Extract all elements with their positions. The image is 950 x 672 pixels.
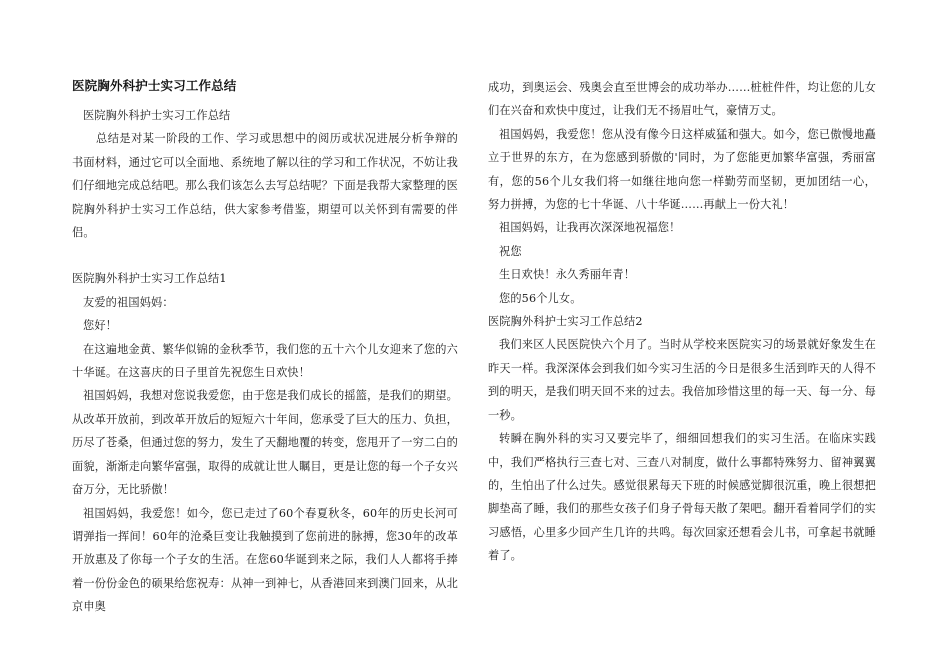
- paragraph: 祖国妈妈，让我再次深深地祝福您！: [499, 221, 681, 235]
- paragraph: 成功，到奥运会、残奥会直至世博会的成功举办……桩桩件件，均让您的儿女们在兴奋和欢快中度过，让我们无不扬眉吐气，豪情万丈。: [488, 81, 876, 118]
- paragraph: 祖国妈妈，我爱您！您从没有像今日这样威猛和强大。如今，您已傲慢地矗立于世界的东方，在为您感到骄傲的'同时，为了您能更加繁华富强，秀丽富有，您的56个儿女我们将一如继往地向您一样勤劳而坚韧，更加团结一心，努力拼搏，为您的七十华诞、八十华诞……再献上一份大礼！: [488, 127, 876, 212]
- right-column: [488, 76, 876, 568]
- paragraph: 我们来区人民医院快六个月了。当时从学校来医院实习的场景就好象发生在昨天一样。我深深体会到我们如今实习生活的今日是很多生活到昨天的人得不到的明天，是我们明天回不来的过去。我倍加珍惜这里的每一天、每一分、每一秒。: [488, 338, 876, 422]
- document-title: 医院胸外科护士实习工作总结: [72, 78, 237, 93]
- section-heading: 医院胸外科护士实习工作总结1: [72, 272, 227, 286]
- paragraph: 您好！: [83, 319, 118, 333]
- paragraph: 生日欢快！永久秀丽年青！: [499, 268, 636, 282]
- paragraph: 总结是对某一阶段的工作、学习或思想中的阅历或状况进展分析争辩的书面材料，通过它可以全面地、系统地了解以往的学习和工作状况，不妨让我们仔细地完成总结吧。那么我们该怎么去写总结呢？下面是我帮大家整理的医院胸外科护士实习工作总结，供大家参考借鉴，期望可以关怀到有需要的伴侣。: [72, 132, 458, 240]
- paragraph: 医院胸外科护士实习工作总结: [83, 109, 231, 122]
- left-column: [72, 76, 458, 619]
- left-column-body: [72, 104, 458, 619]
- paragraph: 祖国妈妈，我想对您说我爱您，由于您是我们成长的摇篮，是我们的期望。从改革开放前，到改革开放后的短短六十年间，您承受了巨大的压力、负担，历尽了苍桑，但通过您的努力，发生了天翻地覆的转变，您甩开了一穷二白的面貌，渐渐走向繁华富强，取得的成就让世人瞩目，更是让您的每一个子女兴奋万分，无比骄傲！: [72, 389, 458, 497]
- paragraph: 祝您: [499, 244, 522, 258]
- paragraph: 友爱的祖国妈妈：: [83, 295, 174, 309]
- right-column-body: [488, 76, 876, 568]
- paragraph: 在这遍地金黄、繁华似锦的金秋季节，我们您的五十六个儿女迎来了您的六十华诞。在这喜庆的日子里首先祝您生日欢快！: [72, 342, 458, 380]
- paragraph-gap: [72, 244, 458, 267]
- section-heading: 医院胸外科护士实习工作总结2: [488, 315, 643, 329]
- paragraph: 祖国妈妈，我爱您！如今，您已走过了60个春夏秋冬，60年的历史长河可谓弹指一挥间！60年的沧桑巨变让我触摸到了您前进的脉搏，您30年的改革开放惠及了你每一个子女的生活。在您60华诞到来之际，我们人人都将手捧着一份份金色的硕果给您祝寿：从神一到神七，从香港回来到澳门回来，从北京申奥: [72, 506, 458, 614]
- paragraph: 您的56个儿女。: [499, 291, 582, 305]
- paragraph: 转瞬在胸外科的实习又要完毕了，细细回想我们的实习生活。在临床实践中，我们严格执行三查七对、三查八对制度，做什么事都特殊努力、留神翼翼的，生怕出了什么过失。感觉很累每天下班的时候感觉脚很沉重，晚上很想把脚垫高了睡，我们的那些女孩子们身子骨每天散了架吧。翻开看着同学们的实习感悟，心里多少回产生几许的共鸣。每次回家还想看会儿书，可拿起书就睡着了。: [488, 432, 876, 563]
